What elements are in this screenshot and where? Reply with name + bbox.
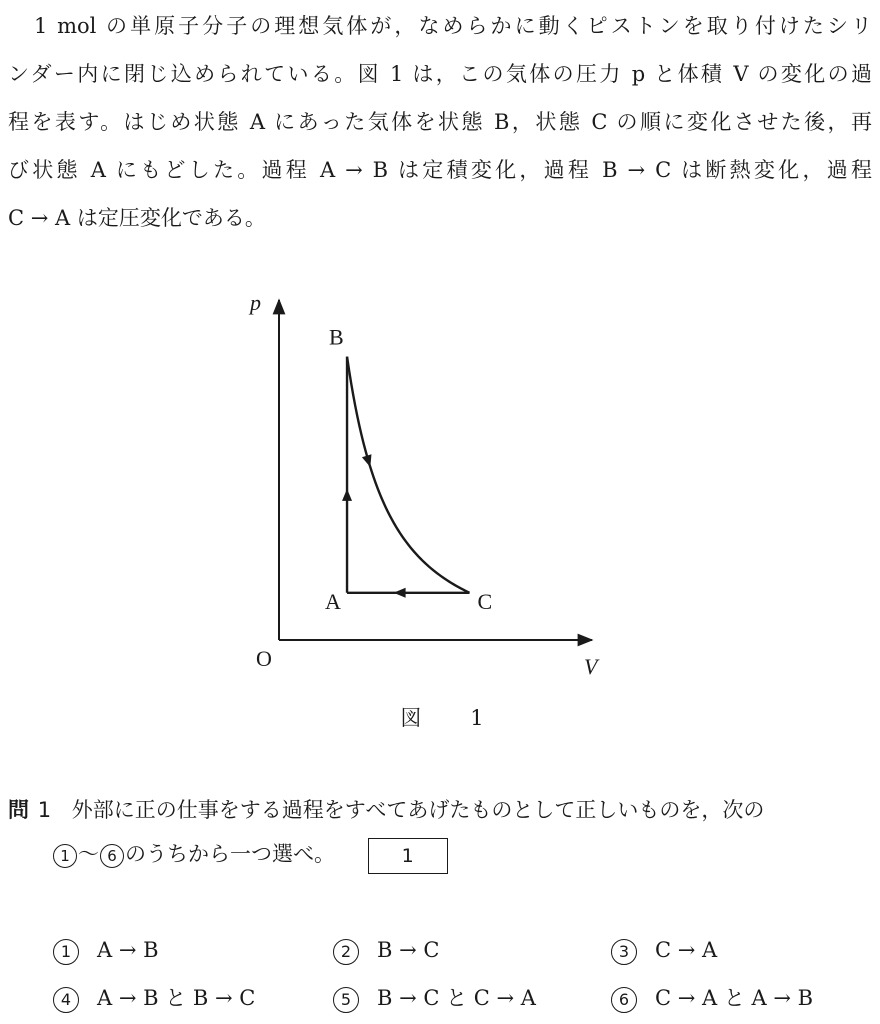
choice-6[interactable] <box>610 978 813 1018</box>
origin-label: O <box>256 646 272 671</box>
choice-number: 1 <box>53 939 79 965</box>
choice-text: B → C <box>377 938 440 962</box>
process-curve-b-c <box>347 357 469 593</box>
p-axis-label: p <box>250 290 261 315</box>
choice-3[interactable] <box>610 930 717 970</box>
choice-text: C → A と A → B <box>655 986 814 1010</box>
range-start-number: 1 <box>53 844 77 868</box>
question-text: 外部に正の仕事をする過程をすべてあげたものとして正しいものを，次の <box>71 798 765 822</box>
arrow-b-to-c <box>362 454 372 467</box>
choice-text: C → A <box>655 938 718 962</box>
v-axis-label: V <box>584 654 598 679</box>
choice-4[interactable] <box>52 978 255 1018</box>
choice-text: A → B <box>97 938 159 962</box>
statement-line: び状態 A にもどした。過程 A → B は定積変化，過程 B → C は断熱変化，過程 <box>8 158 872 182</box>
choice-number: 4 <box>53 987 79 1013</box>
answer-choices <box>0 928 880 1024</box>
point-label-c: C <box>477 588 493 614</box>
arrow-a-to-b <box>342 489 352 501</box>
question-text-continued: のうちから一つ選べ。 <box>125 842 335 866</box>
choice-text: B → C と C → A <box>377 986 536 1010</box>
question-1 <box>8 790 872 878</box>
choice-5[interactable] <box>332 978 536 1018</box>
choice-text: A → B と B → C <box>97 986 256 1010</box>
question-number: 1 <box>37 798 52 822</box>
figure-caption: 図 1 <box>400 706 498 730</box>
point-label-a: A <box>325 588 341 614</box>
point-label-b: B <box>329 324 344 350</box>
choice-1[interactable] <box>52 930 159 970</box>
answer-box[interactable]: 1 <box>368 838 448 874</box>
choice-number: 6 <box>611 987 637 1013</box>
choice-2[interactable] <box>332 930 439 970</box>
statement-line: 程を表す。はじめ状態 A にあった気体を状態 B，状態 C の順に変化させた後，再 <box>8 110 872 134</box>
statement-line: 1 mol の単原子分子の理想気体が，なめらかに動くピストンを取り付けたシリ <box>34 14 872 38</box>
choice-number: 5 <box>333 987 359 1013</box>
statement-line: ンダー内に閉じ込められている。図 1 は，この気体の圧力 p と体積 V の変化の過 <box>8 62 872 86</box>
choice-number: 3 <box>611 939 637 965</box>
range-end-number: 6 <box>100 844 124 868</box>
question-label: 問 <box>8 798 29 822</box>
range-separator: ～ <box>78 842 99 866</box>
arrow-c-to-a <box>394 588 406 598</box>
choice-number: 2 <box>333 939 359 965</box>
statement-line: C → A は定圧変化である。 <box>8 206 266 230</box>
